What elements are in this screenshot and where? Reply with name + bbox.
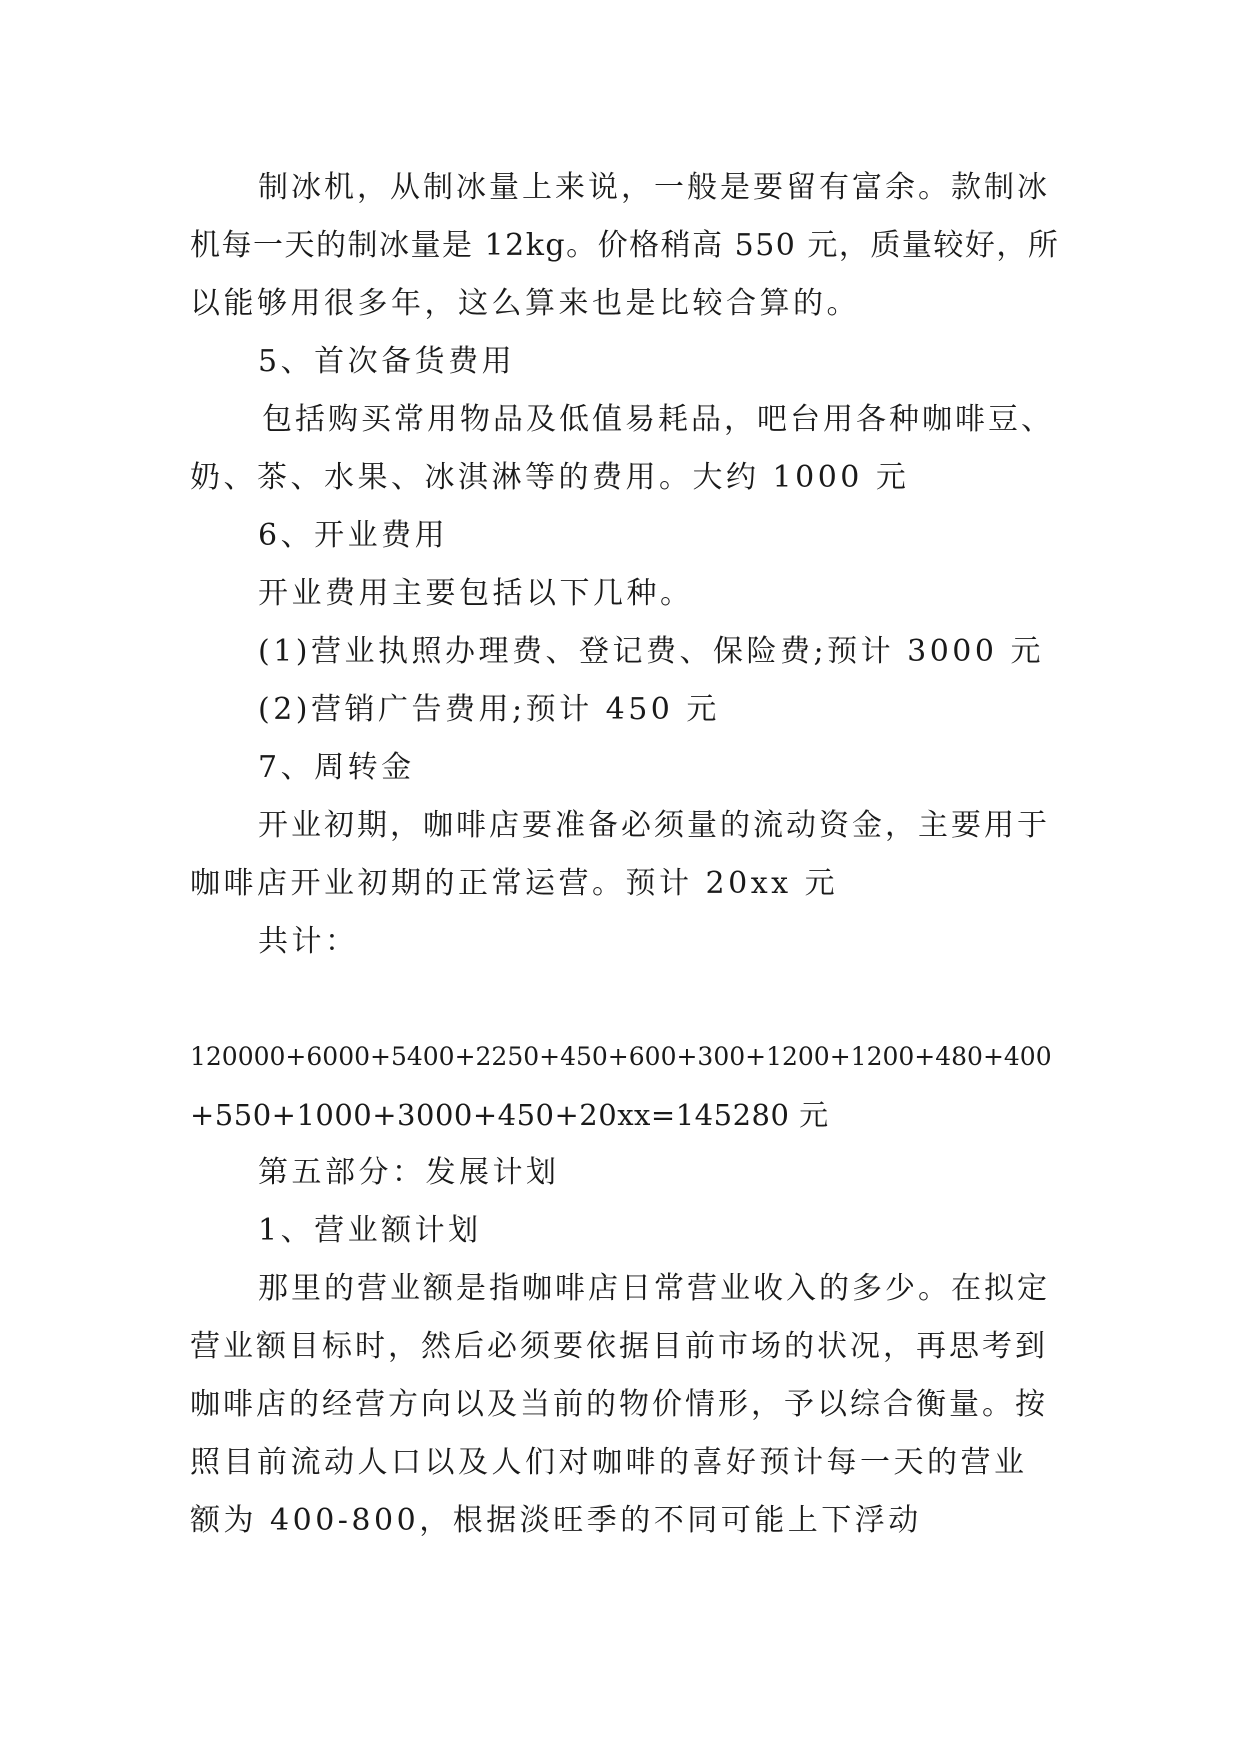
list-item: (1)营业执照办理费、登记费、保险费;预计 3000 元 — [258, 634, 1045, 669]
paragraph-line: 营业额目标时，然后必须要依据目前市场的状况，再思考到 — [190, 1329, 1048, 1364]
paragraph-line: 照目前流动人口以及人们对咖啡的喜好预计每一天的营业 — [190, 1445, 1028, 1480]
paragraph-line: 咖啡店开业初期的正常运营。预计 20xx 元 — [190, 866, 839, 901]
total-formula: 120000+6000+5400+2250+450+600+300+1200+1200+480+400 — [190, 1042, 1052, 1071]
paragraph-line: 开业费用主要包括以下几种。 — [258, 576, 694, 611]
paragraph-line: 开业初期，咖啡店要准备必须量的流动资金，主要用于 — [258, 808, 1050, 843]
paragraph-line: 奶、茶、水果、冰淇淋等的费用。大约 1000 元 — [190, 460, 910, 495]
paragraph-line: 咖啡店的经营方向以及当前的物价情形，予以综合衡量。按 — [190, 1387, 1048, 1422]
paragraph-line: 机每一天的制冰量是 12kg。价格稍高 550 元，质量较好，所 — [190, 228, 1060, 263]
total-formula: +550+1000+3000+450+20xx=145280 元 — [190, 1098, 829, 1132]
paragraph-line: 以能够用很多年，这么算来也是比较合算的。 — [190, 286, 860, 321]
section-heading: 7、周转金 — [258, 750, 415, 785]
section-heading: 6、开业费用 — [258, 518, 449, 553]
section-heading: 5、首次备货费用 — [258, 344, 516, 379]
paragraph-line: 制冰机，从制冰量上来说，一般是要留有富余。款制冰 — [258, 170, 1050, 205]
paragraph-line: 额为 400-800，根据淡旺季的不同可能上下浮动 — [190, 1503, 922, 1538]
list-item: (2)营销广告费用;预计 450 元 — [258, 692, 720, 727]
section-heading: 1、营业额计划 — [258, 1213, 482, 1248]
paragraph-line: 包括购买常用物品及低值易耗品，吧台用各种咖啡豆、 — [262, 402, 1054, 437]
part-heading: 第五部分：发展计划 — [258, 1155, 560, 1190]
paragraph-line: 那里的营业额是指咖啡店日常营业收入的多少。在拟定 — [258, 1271, 1050, 1306]
total-label: 共计： — [258, 924, 359, 959]
